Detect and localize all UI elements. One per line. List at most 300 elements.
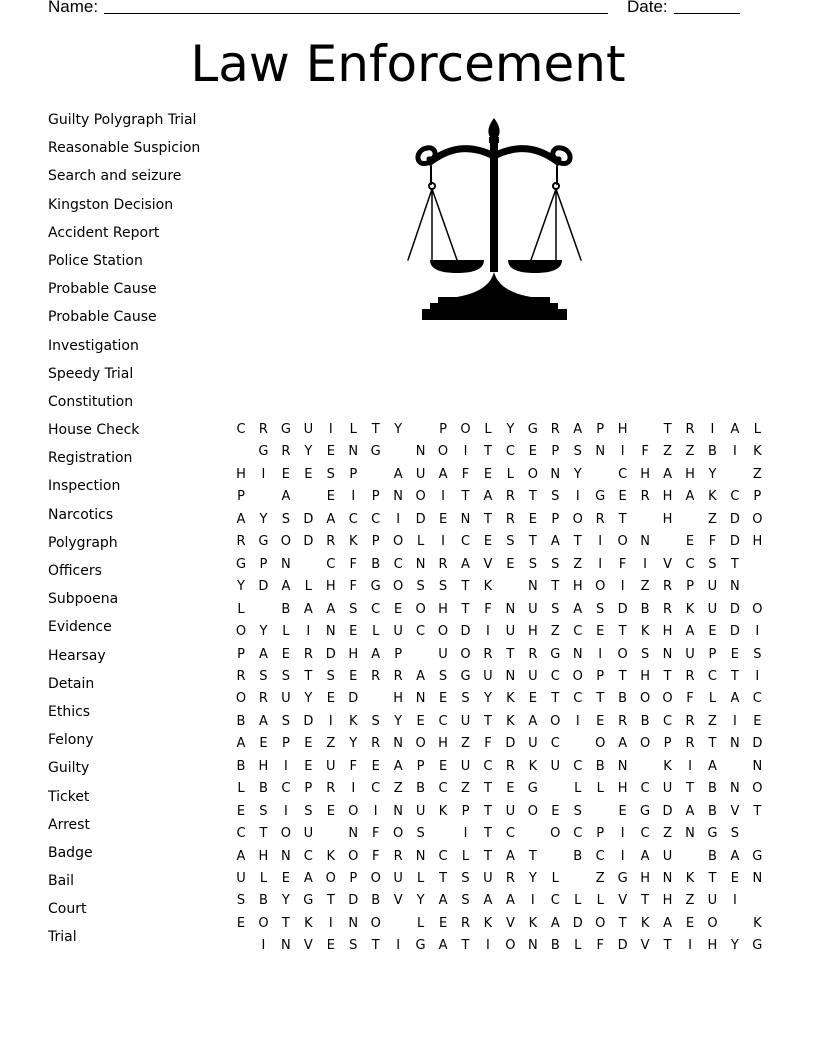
grid-letter[interactable]: D: [325, 646, 336, 662]
grid-letter[interactable]: A: [573, 601, 583, 617]
grid-letter[interactable]: P: [596, 668, 605, 684]
grid-letter[interactable]: H: [640, 466, 650, 482]
grid-letter[interactable]: Z: [685, 893, 695, 909]
grid-letter[interactable]: L: [416, 534, 425, 550]
grid-letter[interactable]: C: [505, 444, 515, 460]
grid-letter[interactable]: I: [755, 668, 760, 684]
grid-letter[interactable]: Y: [708, 466, 717, 482]
grid-letter[interactable]: T: [371, 422, 380, 437]
grid-letter[interactable]: I: [710, 422, 715, 437]
grid-letter[interactable]: A: [640, 848, 650, 864]
grid-letter[interactable]: E: [730, 871, 739, 886]
grid-letter[interactable]: B: [371, 556, 381, 572]
grid-letter[interactable]: L: [708, 691, 717, 707]
grid-letter[interactable]: U: [707, 893, 718, 909]
grid-letter[interactable]: V: [640, 938, 650, 954]
grid-letter[interactable]: T: [461, 601, 470, 617]
grid-letter[interactable]: B: [707, 444, 717, 460]
grid-letter[interactable]: O: [639, 736, 651, 752]
grid-letter[interactable]: L: [259, 871, 268, 886]
grid-letter[interactable]: D: [303, 534, 314, 550]
grid-letter[interactable]: E: [304, 736, 313, 752]
grid-letter[interactable]: Y: [730, 938, 739, 954]
grid-letter[interactable]: U: [281, 691, 291, 707]
grid-letter[interactable]: G: [527, 781, 538, 797]
grid-letter[interactable]: G: [280, 422, 291, 437]
grid-letter[interactable]: D: [729, 601, 740, 617]
grid-letter[interactable]: T: [483, 713, 492, 729]
grid-letter[interactable]: Y: [281, 893, 290, 909]
grid-letter[interactable]: A: [730, 848, 740, 864]
grid-letter[interactable]: R: [505, 758, 515, 774]
grid-letter[interactable]: A: [618, 736, 628, 752]
grid-letter[interactable]: A: [371, 646, 381, 662]
grid-letter[interactable]: A: [281, 579, 291, 595]
grid-letter[interactable]: U: [528, 601, 538, 617]
grid-letter[interactable]: T: [551, 579, 560, 595]
grid-letter[interactable]: E: [528, 511, 537, 527]
grid-letter[interactable]: F: [349, 556, 357, 572]
grid-letter[interactable]: S: [349, 938, 358, 954]
grid-letter[interactable]: R: [258, 691, 268, 707]
grid-letter[interactable]: T: [708, 871, 717, 886]
grid-letter[interactable]: A: [730, 422, 740, 437]
grid-letter[interactable]: G: [617, 871, 628, 886]
grid-letter[interactable]: E: [259, 736, 268, 752]
grid-letter[interactable]: R: [393, 848, 403, 864]
grid-letter[interactable]: B: [595, 758, 605, 774]
grid-letter[interactable]: H: [258, 758, 269, 774]
grid-letter[interactable]: C: [303, 848, 313, 864]
grid-letter[interactable]: C: [371, 511, 381, 527]
grid-letter[interactable]: E: [551, 803, 560, 819]
grid-letter[interactable]: V: [483, 556, 493, 572]
grid-letter[interactable]: E: [326, 444, 335, 460]
grid-letter[interactable]: B: [707, 848, 717, 864]
grid-letter[interactable]: B: [618, 691, 628, 707]
grid-letter[interactable]: T: [483, 803, 492, 819]
grid-letter[interactable]: R: [595, 511, 605, 527]
grid-letter[interactable]: S: [708, 556, 717, 572]
grid-letter[interactable]: U: [415, 803, 426, 819]
grid-letter[interactable]: E: [438, 758, 448, 774]
grid-letter[interactable]: U: [707, 579, 718, 595]
grid-letter[interactable]: G: [370, 444, 381, 460]
grid-letter[interactable]: E: [236, 803, 246, 819]
grid-letter[interactable]: U: [393, 871, 403, 886]
grid-letter[interactable]: P: [304, 781, 313, 797]
grid-letter[interactable]: Y: [349, 736, 358, 752]
grid-letter[interactable]: S: [371, 713, 380, 729]
grid-letter[interactable]: R: [663, 579, 673, 595]
grid-letter[interactable]: P: [371, 489, 380, 505]
grid-letter[interactable]: H: [438, 736, 448, 752]
grid-letter[interactable]: A: [303, 871, 313, 886]
grid-letter[interactable]: B: [707, 803, 717, 819]
grid-letter[interactable]: S: [326, 466, 335, 482]
grid-letter[interactable]: Y: [483, 691, 492, 707]
grid-letter[interactable]: G: [640, 803, 651, 819]
grid-letter[interactable]: P: [349, 871, 358, 886]
grid-letter[interactable]: R: [393, 668, 403, 684]
grid-letter[interactable]: C: [730, 489, 740, 505]
grid-letter[interactable]: H: [325, 579, 336, 595]
grid-letter[interactable]: I: [598, 646, 603, 662]
grid-letter[interactable]: T: [663, 938, 672, 954]
grid-letter[interactable]: Y: [394, 422, 403, 437]
grid-letter[interactable]: K: [685, 871, 695, 886]
grid-letter[interactable]: N: [752, 758, 763, 774]
grid-letter[interactable]: U: [505, 803, 516, 819]
grid-letter[interactable]: C: [595, 848, 605, 864]
grid-letter[interactable]: A: [236, 848, 246, 864]
grid-letter[interactable]: O: [460, 646, 471, 662]
grid-letter[interactable]: Y: [573, 466, 582, 482]
grid-letter[interactable]: F: [641, 444, 649, 460]
grid-letter[interactable]: V: [505, 915, 515, 931]
grid-letter[interactable]: H: [662, 511, 673, 527]
grid-letter[interactable]: F: [349, 758, 357, 774]
grid-letter[interactable]: C: [416, 624, 426, 640]
grid-letter[interactable]: N: [752, 871, 763, 886]
grid-letter[interactable]: G: [460, 668, 471, 684]
grid-letter[interactable]: N: [348, 444, 359, 460]
grid-letter[interactable]: G: [370, 579, 381, 595]
grid-letter[interactable]: I: [620, 444, 625, 460]
grid-letter[interactable]: R: [236, 534, 246, 550]
grid-letter[interactable]: P: [439, 422, 447, 437]
grid-letter[interactable]: L: [551, 871, 559, 886]
grid-letter[interactable]: T: [618, 624, 627, 640]
grid-letter[interactable]: A: [528, 713, 538, 729]
grid-letter[interactable]: U: [460, 713, 471, 729]
grid-letter[interactable]: O: [639, 691, 651, 707]
grid-letter[interactable]: C: [505, 826, 515, 842]
grid-letter[interactable]: N: [662, 871, 673, 886]
grid-letter[interactable]: Y: [259, 624, 268, 640]
grid-letter[interactable]: D: [729, 534, 740, 550]
grid-letter[interactable]: G: [303, 893, 314, 909]
grid-letter[interactable]: U: [528, 668, 538, 684]
grid-letter[interactable]: T: [304, 668, 313, 684]
grid-letter[interactable]: S: [573, 803, 582, 819]
grid-letter[interactable]: N: [348, 915, 359, 931]
grid-letter[interactable]: T: [528, 848, 537, 864]
grid-letter[interactable]: A: [416, 668, 426, 684]
grid-letter[interactable]: D: [460, 624, 471, 640]
grid-letter[interactable]: Z: [707, 713, 717, 729]
grid-letter[interactable]: B: [573, 848, 583, 864]
grid-letter[interactable]: I: [732, 893, 737, 909]
grid-letter[interactable]: Z: [640, 579, 650, 595]
grid-letter[interactable]: E: [326, 691, 335, 707]
grid-letter[interactable]: N: [393, 803, 403, 819]
grid-letter[interactable]: C: [371, 601, 381, 617]
grid-letter[interactable]: O: [572, 511, 583, 527]
grid-letter[interactable]: O: [527, 803, 538, 819]
grid-letter[interactable]: T: [753, 803, 762, 819]
grid-letter[interactable]: D: [258, 579, 269, 595]
grid-letter[interactable]: A: [573, 422, 583, 437]
grid-letter[interactable]: B: [707, 781, 717, 797]
grid-letter[interactable]: E: [281, 466, 290, 482]
grid-letter[interactable]: O: [415, 601, 426, 617]
grid-letter[interactable]: Y: [304, 691, 313, 707]
grid-letter[interactable]: C: [236, 422, 246, 437]
grid-letter[interactable]: C: [483, 758, 493, 774]
grid-letter[interactable]: R: [528, 646, 538, 662]
grid-letter[interactable]: A: [550, 915, 560, 931]
grid-letter[interactable]: B: [258, 781, 268, 797]
grid-letter[interactable]: O: [280, 534, 291, 550]
grid-letter[interactable]: A: [505, 848, 515, 864]
grid-letter[interactable]: S: [281, 668, 291, 684]
grid-letter[interactable]: P: [237, 489, 245, 505]
grid-letter[interactable]: B: [416, 781, 426, 797]
grid-letter[interactable]: K: [528, 915, 538, 931]
grid-letter[interactable]: F: [484, 736, 492, 752]
grid-letter[interactable]: A: [685, 489, 695, 505]
grid-letter[interactable]: O: [752, 781, 763, 797]
grid-letter[interactable]: G: [752, 938, 763, 954]
grid-letter[interactable]: S: [528, 556, 537, 572]
grid-letter[interactable]: N: [415, 444, 426, 460]
grid-letter[interactable]: I: [441, 489, 445, 505]
grid-letter[interactable]: S: [640, 646, 650, 662]
grid-letter[interactable]: K: [528, 758, 538, 774]
grid-letter[interactable]: C: [371, 781, 381, 797]
grid-letter[interactable]: R: [618, 713, 628, 729]
grid-letter[interactable]: B: [236, 713, 246, 729]
grid-letter[interactable]: E: [304, 466, 313, 482]
grid-letter[interactable]: O: [752, 511, 763, 527]
grid-letter[interactable]: I: [620, 579, 625, 595]
grid-letter[interactable]: H: [662, 624, 673, 640]
grid-letter[interactable]: E: [685, 534, 695, 550]
grid-letter[interactable]: N: [505, 601, 516, 617]
grid-letter[interactable]: P: [281, 736, 290, 752]
grid-letter[interactable]: H: [258, 848, 269, 864]
grid-letter[interactable]: T: [618, 915, 627, 931]
grid-letter[interactable]: N: [460, 511, 471, 527]
grid-letter[interactable]: A: [258, 646, 268, 662]
grid-letter[interactable]: R: [685, 713, 695, 729]
grid-letter[interactable]: L: [237, 601, 245, 617]
grid-letter[interactable]: C: [236, 826, 246, 842]
grid-letter[interactable]: T: [641, 893, 650, 909]
grid-letter[interactable]: E: [281, 646, 290, 662]
grid-letter[interactable]: K: [640, 915, 650, 931]
grid-letter[interactable]: T: [528, 489, 537, 505]
grid-letter[interactable]: N: [730, 781, 740, 797]
grid-letter[interactable]: R: [640, 489, 650, 505]
grid-letter[interactable]: L: [484, 422, 492, 437]
grid-letter[interactable]: S: [438, 579, 448, 595]
grid-letter[interactable]: L: [282, 624, 290, 640]
grid-letter[interactable]: I: [373, 803, 378, 819]
grid-letter[interactable]: N: [281, 848, 291, 864]
grid-letter[interactable]: I: [643, 556, 648, 572]
grid-letter[interactable]: H: [640, 668, 650, 684]
grid-letter[interactable]: S: [753, 646, 762, 662]
grid-letter[interactable]: A: [550, 534, 560, 550]
grid-letter[interactable]: L: [416, 871, 425, 886]
grid-letter[interactable]: Z: [752, 466, 762, 482]
grid-letter[interactable]: E: [528, 444, 537, 460]
grid-letter[interactable]: D: [662, 803, 673, 819]
grid-letter[interactable]: U: [707, 601, 718, 617]
grid-letter[interactable]: G: [258, 534, 269, 550]
grid-letter[interactable]: K: [753, 915, 762, 931]
grid-letter[interactable]: R: [258, 422, 268, 437]
grid-letter[interactable]: C: [752, 691, 762, 707]
grid-letter[interactable]: H: [640, 871, 650, 886]
grid-letter[interactable]: E: [326, 489, 335, 505]
grid-letter[interactable]: O: [235, 624, 247, 640]
grid-letter[interactable]: Y: [528, 871, 537, 886]
grid-letter[interactable]: V: [663, 556, 672, 572]
grid-letter[interactable]: I: [351, 489, 356, 505]
grid-letter[interactable]: P: [551, 444, 560, 460]
grid-letter[interactable]: A: [663, 466, 672, 482]
grid-letter[interactable]: Z: [595, 871, 605, 886]
grid-letter[interactable]: F: [484, 601, 492, 617]
grid-letter[interactable]: I: [396, 511, 401, 527]
grid-letter[interactable]: E: [528, 691, 537, 707]
grid-letter[interactable]: H: [617, 781, 628, 797]
grid-letter[interactable]: D: [303, 511, 314, 527]
grid-letter[interactable]: A: [236, 511, 246, 527]
grid-letter[interactable]: C: [573, 826, 583, 842]
grid-letter[interactable]: I: [732, 713, 737, 729]
grid-letter[interactable]: H: [348, 646, 359, 662]
grid-letter[interactable]: T: [551, 691, 560, 707]
grid-letter[interactable]: G: [707, 826, 718, 842]
grid-letter[interactable]: Z: [707, 511, 717, 527]
grid-letter[interactable]: R: [685, 422, 695, 437]
grid-letter[interactable]: S: [259, 668, 268, 684]
grid-letter[interactable]: O: [752, 601, 763, 617]
grid-letter[interactable]: R: [371, 668, 381, 684]
grid-letter[interactable]: R: [663, 601, 673, 617]
grid-letter[interactable]: I: [598, 534, 603, 550]
grid-letter[interactable]: L: [574, 781, 582, 797]
grid-letter[interactable]: I: [261, 938, 266, 954]
grid-letter[interactable]: D: [729, 511, 740, 527]
grid-letter[interactable]: K: [663, 758, 672, 774]
grid-letter[interactable]: S: [551, 556, 560, 572]
grid-letter[interactable]: K: [708, 489, 717, 505]
grid-letter[interactable]: E: [708, 624, 717, 640]
grid-letter[interactable]: N: [393, 736, 403, 752]
grid-letter[interactable]: T: [281, 915, 290, 931]
grid-letter[interactable]: E: [371, 758, 380, 774]
grid-letter[interactable]: G: [258, 444, 269, 460]
grid-letter[interactable]: B: [281, 601, 291, 617]
grid-letter[interactable]: A: [505, 893, 515, 909]
grid-letter[interactable]: H: [438, 601, 448, 617]
grid-letter[interactable]: R: [281, 444, 291, 460]
grid-letter[interactable]: T: [686, 781, 694, 797]
grid-letter[interactable]: E: [506, 556, 515, 572]
grid-letter[interactable]: T: [528, 534, 537, 550]
grid-letter[interactable]: N: [662, 646, 673, 662]
grid-letter[interactable]: S: [281, 511, 291, 527]
grid-letter[interactable]: K: [348, 534, 358, 550]
grid-letter[interactable]: P: [686, 579, 694, 595]
grid-letter[interactable]: U: [550, 758, 561, 774]
grid-letter[interactable]: U: [460, 758, 471, 774]
grid-letter[interactable]: E: [236, 915, 246, 931]
grid-letter[interactable]: O: [348, 848, 359, 864]
grid-letter[interactable]: U: [303, 826, 314, 842]
grid-letter[interactable]: A: [483, 489, 493, 505]
grid-letter[interactable]: B: [550, 938, 560, 954]
grid-letter[interactable]: O: [460, 422, 471, 437]
grid-letter[interactable]: P: [349, 466, 358, 482]
grid-letter[interactable]: C: [573, 624, 583, 640]
grid-letter[interactable]: O: [393, 579, 404, 595]
grid-letter[interactable]: K: [483, 579, 493, 595]
grid-letter[interactable]: I: [620, 826, 625, 842]
grid-letter[interactable]: Z: [663, 826, 672, 842]
grid-letter[interactable]: S: [416, 579, 425, 595]
grid-letter[interactable]: S: [730, 826, 740, 842]
grid-letter[interactable]: Z: [663, 444, 672, 460]
grid-letter[interactable]: C: [438, 781, 448, 797]
grid-letter[interactable]: Z: [461, 781, 470, 797]
grid-letter[interactable]: R: [326, 781, 336, 797]
grid-letter[interactable]: T: [663, 422, 672, 437]
grid-letter[interactable]: Y: [506, 422, 515, 437]
grid-letter[interactable]: E: [618, 489, 627, 505]
grid-letter[interactable]: R: [438, 556, 448, 572]
grid-letter[interactable]: R: [505, 489, 515, 505]
grid-letter[interactable]: U: [303, 422, 314, 437]
grid-letter[interactable]: N: [415, 691, 426, 707]
grid-letter[interactable]: F: [461, 466, 470, 482]
grid-letter[interactable]: R: [460, 915, 471, 931]
grid-letter[interactable]: C: [573, 758, 583, 774]
grid-letter[interactable]: G: [235, 556, 247, 572]
grid-letter[interactable]: B: [258, 893, 268, 909]
grid-letter[interactable]: E: [483, 534, 493, 550]
grid-letter[interactable]: I: [396, 938, 401, 954]
grid-letter[interactable]: A: [438, 938, 448, 954]
grid-letter[interactable]: Y: [237, 579, 245, 595]
grid-letter[interactable]: S: [506, 534, 515, 550]
grid-letter[interactable]: O: [617, 646, 628, 662]
grid-letter[interactable]: V: [393, 893, 403, 909]
grid-letter[interactable]: P: [753, 489, 762, 505]
grid-letter[interactable]: C: [685, 556, 695, 572]
grid-letter[interactable]: T: [461, 579, 470, 595]
grid-letter[interactable]: N: [640, 534, 650, 550]
grid-letter[interactable]: A: [281, 489, 291, 505]
grid-letter[interactable]: R: [685, 668, 695, 684]
grid-letter[interactable]: E: [438, 915, 448, 931]
grid-letter[interactable]: U: [393, 624, 403, 640]
grid-letter[interactable]: A: [461, 556, 470, 572]
grid-letter[interactable]: L: [596, 893, 604, 909]
grid-letter[interactable]: P: [708, 646, 717, 662]
grid-letter[interactable]: U: [326, 758, 336, 774]
grid-letter[interactable]: C: [348, 511, 358, 527]
grid-letter[interactable]: C: [573, 691, 583, 707]
grid-letter[interactable]: E: [438, 511, 448, 527]
grid-letter[interactable]: G: [752, 848, 763, 864]
grid-letter[interactable]: T: [439, 871, 448, 886]
